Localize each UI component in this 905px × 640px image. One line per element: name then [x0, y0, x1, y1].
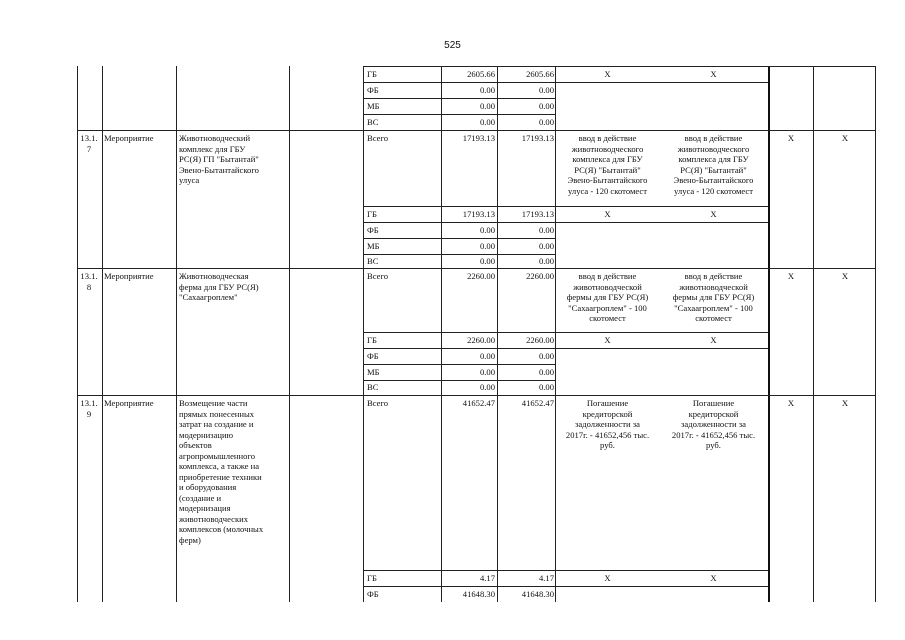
column-rule — [813, 66, 814, 602]
column-rule — [102, 66, 103, 602]
amount-cell: 0.00 — [479, 256, 495, 266]
amount-cell: 41652.47 — [521, 398, 554, 408]
row-rule — [363, 114, 555, 115]
source-cell: Всего — [367, 133, 389, 143]
amount-cell: 0.00 — [479, 85, 495, 95]
amount-cell: 17193.13 — [462, 133, 495, 143]
row-rule — [363, 332, 768, 333]
source-cell: ВС — [367, 256, 379, 266]
row-rule — [363, 82, 768, 83]
amount-cell: 4.17 — [479, 573, 495, 583]
source-cell: ФБ — [367, 85, 379, 95]
mark-cell: X — [841, 398, 849, 408]
amount-cell: 0.00 — [538, 367, 554, 377]
amount-cell: 0.00 — [538, 382, 554, 392]
item-kind: Мероприятие — [104, 133, 154, 143]
amount-cell: 0.00 — [538, 351, 554, 361]
amount-cell: 41648.30 — [462, 589, 495, 599]
amount-cell: 0.00 — [479, 382, 495, 392]
source-cell: Всего — [367, 398, 389, 408]
amount-cell: 0.00 — [538, 225, 554, 235]
amount-cell: 2260.00 — [526, 335, 554, 345]
column-rule — [441, 66, 442, 602]
result-cell: Погашение кредиторской задолженности за 2017г. - 41652,456 тыс. руб. — [565, 398, 650, 450]
amount-cell: 17193.13 — [521, 209, 554, 219]
result-cell: X — [710, 335, 717, 345]
row-rule — [363, 98, 555, 99]
column-rule — [555, 66, 556, 602]
amount-cell: 0.00 — [538, 85, 554, 95]
row-rule — [363, 380, 555, 381]
item-code: 13.1. 8 — [80, 271, 98, 292]
amount-cell: 2260.00 — [526, 271, 554, 281]
mark-cell: X — [787, 133, 795, 143]
result-cell: X — [710, 209, 717, 219]
row-rule — [363, 66, 875, 67]
column-rule — [768, 66, 770, 602]
amount-cell: 0.00 — [538, 241, 554, 251]
item-kind: Мероприятие — [104, 271, 154, 281]
source-cell: ВС — [367, 382, 379, 392]
item-kind: Мероприятие — [104, 398, 154, 408]
amount-cell: 0.00 — [479, 351, 495, 361]
result-cell: X — [604, 573, 611, 583]
source-cell: ФБ — [367, 225, 379, 235]
row-rule — [363, 364, 555, 365]
result-cell: X — [604, 335, 611, 345]
source-cell: ГБ — [367, 335, 377, 345]
mark-cell: X — [787, 398, 795, 408]
amount-cell: 41648.30 — [521, 589, 554, 599]
row-rule — [363, 586, 768, 587]
source-cell: ФБ — [367, 351, 379, 361]
column-rule — [497, 66, 498, 602]
amount-cell: 0.00 — [479, 367, 495, 377]
page-number: 525 — [444, 40, 461, 51]
result-cell: Погашение кредиторской задолженности за 2017г. - 41652,456 тыс. руб. — [671, 398, 756, 450]
amount-cell: 0.00 — [538, 101, 554, 111]
source-cell: ГБ — [367, 69, 377, 79]
source-cell: Всего — [367, 271, 389, 281]
amount-cell: 2605.66 — [526, 69, 554, 79]
source-cell: МБ — [367, 101, 380, 111]
amount-cell: 0.00 — [538, 117, 554, 127]
row-rule — [77, 130, 875, 131]
row-rule — [363, 238, 555, 239]
amount-cell: 4.17 — [538, 573, 554, 583]
item-code: 13.1. 7 — [80, 133, 98, 154]
mark-cell: X — [841, 133, 849, 143]
amount-cell: 2260.00 — [467, 271, 495, 281]
amount-cell: 0.00 — [538, 256, 554, 266]
column-rule — [176, 66, 177, 602]
item-description: Возмещение части прямых понесенных затрат на создание и модернизацию объектов агропромышленного комплекса, а также на приобретение техники и оборудования (создание и модернизация животноводческих комплексов (молочных ферм) — [179, 398, 264, 545]
item-description: Животноводческая ферма для ГБУ РС(Я) "Сахаагроплем" — [179, 271, 259, 302]
result-cell: ввод в действие животноводческой фермы для ГБУ РС(Я) "Сахаагроплем" - 100 скотомест — [566, 271, 649, 323]
result-cell: X — [604, 209, 611, 219]
row-rule — [363, 348, 768, 349]
source-cell: ФБ — [367, 589, 379, 599]
result-cell: ввод в действие животноводческой фермы для ГБУ РС(Я) "Сахаагроплем" - 100 скотомест — [672, 271, 755, 323]
mark-cell: X — [841, 271, 849, 281]
column-rule — [363, 66, 364, 602]
mark-cell: X — [787, 271, 795, 281]
row-rule — [77, 395, 875, 396]
column-rule — [875, 66, 876, 602]
source-cell: ГБ — [367, 573, 377, 583]
amount-cell: 2260.00 — [467, 335, 495, 345]
row-rule — [363, 222, 768, 223]
result-cell: ввод в действие животноводческого комплекса для ГБУ РС(Я) "Бытантай" Эвено-Бытантайского улуса - 120 скотомест — [567, 133, 648, 196]
source-cell: МБ — [367, 241, 380, 251]
amount-cell: 17193.13 — [521, 133, 554, 143]
row-rule — [363, 206, 768, 207]
amount-cell: 41652.47 — [462, 398, 495, 408]
source-cell: ГБ — [367, 209, 377, 219]
amount-cell: 0.00 — [479, 101, 495, 111]
item-description: Животноводческий комплекс для ГБУ РС(Я) ГП "Бытантай" Эвено-Бытантайского улуса — [179, 133, 259, 185]
amount-cell: 0.00 — [479, 241, 495, 251]
amount-cell: 0.00 — [479, 225, 495, 235]
row-rule — [77, 268, 875, 269]
row-rule — [363, 570, 768, 571]
amount-cell: 0.00 — [479, 117, 495, 127]
source-cell: ВС — [367, 117, 379, 127]
result-cell: X — [604, 69, 611, 79]
amount-cell: 17193.13 — [462, 209, 495, 219]
amount-cell: 2605.66 — [467, 69, 495, 79]
column-rule — [289, 66, 290, 602]
row-rule — [363, 254, 555, 255]
source-cell: МБ — [367, 367, 380, 377]
result-cell: ввод в действие животноводческого комплекса для ГБУ РС(Я) "Бытантай" Эвено-Бытантайского улуса - 120 скотомест — [673, 133, 754, 196]
result-cell: X — [710, 573, 717, 583]
result-cell: X — [710, 69, 717, 79]
item-code: 13.1. 9 — [80, 398, 98, 419]
